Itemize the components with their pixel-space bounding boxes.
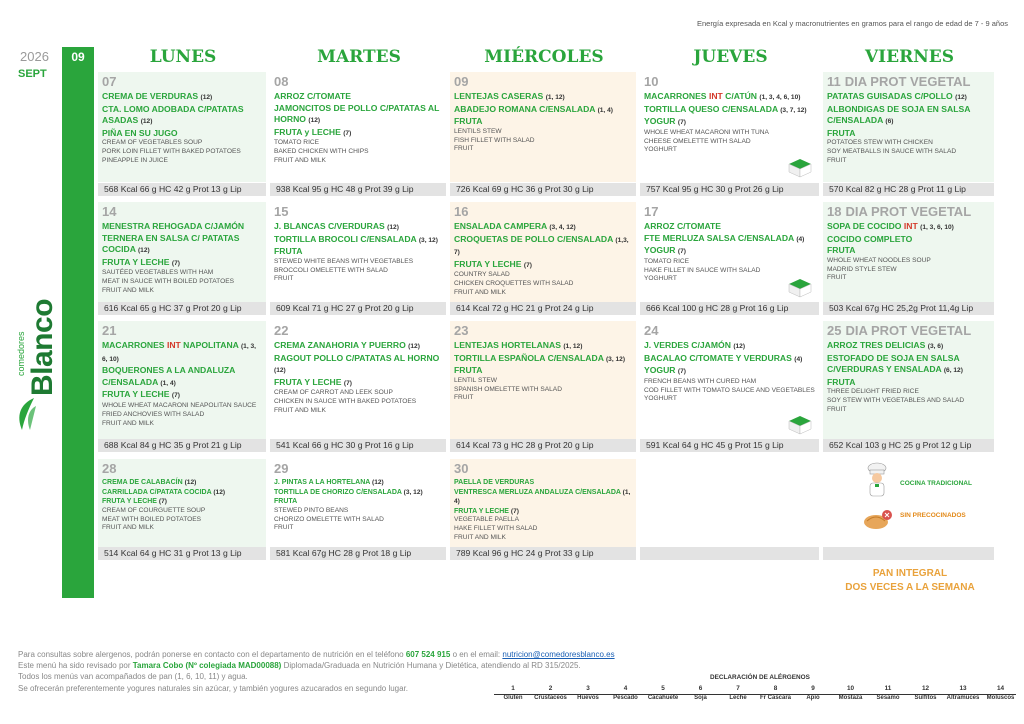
dish-3: FRUTA xyxy=(827,376,856,387)
dish-translation: FRUIT xyxy=(827,405,847,413)
allergen-codes: (6, 12) xyxy=(943,367,963,375)
logo-small-text: comedores xyxy=(16,331,26,376)
dish-3: FRUTA xyxy=(827,127,856,138)
side-green-bar xyxy=(62,67,94,598)
dish-translation: CHICKEN IN SAUCE WITH BAKED POTATOES xyxy=(274,398,417,406)
dish-translation: FRUIT xyxy=(454,394,474,402)
dish-1: PATATAS GUISADAS C/POLLO (12) xyxy=(827,91,967,101)
nutrition-summary: 541 Kcal 66 g HC 30 g Prot 16 g Lip xyxy=(270,439,446,452)
logo-wordmark xyxy=(16,299,60,396)
allergen-codes: (1, 3, 6, 10) xyxy=(920,224,954,231)
day-number: 11 DIA PROT VEGETAL xyxy=(827,74,971,89)
dish-translation: TOMATO RICE xyxy=(274,139,320,147)
dish-translation: MEAT WITH BOILED POTATOES xyxy=(102,515,202,523)
dish-translation: HAKE FILLET WITH SALAD xyxy=(454,525,538,533)
dish-3: FRUTA xyxy=(274,246,303,257)
dish-1: ENSALADA CAMPERA (3, 4, 12) xyxy=(454,221,576,231)
dish-2: CROQUETAS DE POLLO C/ENSALADA (1,3, 7) xyxy=(454,233,629,257)
allergen-number: 1 xyxy=(511,685,515,692)
dish-translation: SOY STEW WITH VEGETABLES AND SALAD xyxy=(827,397,965,405)
dish-translation: YOGHURT xyxy=(644,275,677,283)
allergen-name: Cacahuete xyxy=(647,695,679,701)
yogurt-box-icon xyxy=(787,276,813,298)
dish-2: ABADEJO ROMANA C/ENSALADA (1, 4) xyxy=(454,103,613,114)
nutrition-summary: 652 Kcal 103 g HC 25 g Prot 12 g Lip xyxy=(823,439,994,452)
day-number: 08 xyxy=(274,74,289,89)
phone-number[interactable]: 607 524 915 xyxy=(405,650,451,659)
protein-day-label: DIA PROT VEGETAL xyxy=(845,323,972,338)
day-number: 17 xyxy=(644,204,659,219)
allergen-codes: (12) xyxy=(308,117,321,125)
day-cell-09 xyxy=(450,72,636,182)
allergen-codes: (12) xyxy=(372,479,384,486)
day-header-5: VIERNES xyxy=(864,47,954,67)
allergen-name: Pescado xyxy=(613,695,638,701)
day-cell-14 xyxy=(98,202,266,302)
dish-translation: CREAM OF CARROT AND LEEK SOUP xyxy=(274,389,393,397)
dish-translation: FRUIT AND MILK xyxy=(102,524,154,532)
month-number: 09 xyxy=(62,47,94,67)
day-number: 23 xyxy=(454,323,469,338)
integral-marker: INT xyxy=(903,221,918,231)
dish-translation: POTATOES STEW WITH CHICKEN xyxy=(827,139,933,147)
dish-3: YOGUR (7) xyxy=(644,116,686,127)
logo-big-text: Blanco xyxy=(26,298,59,396)
dish-2: TERNERA EN SALSA C/ PATATAS COCIDA (12) xyxy=(102,232,240,255)
pan-integral-note xyxy=(826,567,994,595)
dish-2: TORTILLA QUESO C/ENSALADA (3, 7, 12) xyxy=(644,103,807,114)
day-header-4: JUEVES xyxy=(693,47,768,67)
allergen-name: Crustaceos xyxy=(534,695,567,701)
day-cell-18 xyxy=(823,202,994,302)
dish-1: MACARRONES INT C/ATÚN (1, 3, 4, 6, 10) xyxy=(644,91,801,101)
allergen-codes: (7) xyxy=(677,119,686,127)
day-cell-28 xyxy=(98,459,266,547)
allergen-codes: (12) xyxy=(408,343,420,350)
allergen-number: 5 xyxy=(661,685,665,692)
nutrition-summary: 938 Kcal 95 g HC 48 g Prot 39 g Lip xyxy=(270,183,446,196)
dish-translation: FRUIT xyxy=(274,524,294,532)
dish-2: COCIDO COMPLETO xyxy=(827,233,913,244)
footer-line-1: Para consultas sobre alergenos, podrán ponerse en contacto con el departamento de nutrición en el teléfono 607 524 915 o en el email: nutricion@comedoresblanco.es xyxy=(18,650,615,659)
allergen-number: 6 xyxy=(698,685,703,692)
dish-translation: YOGHURT xyxy=(644,395,677,403)
dish-2: VENTRESCA MERLUZA ANDALUZA C/ENSALADA (1, 4) xyxy=(454,488,631,506)
dish-1: J. BLANCAS C/VERDURAS (12) xyxy=(274,221,399,231)
yogurt-box-icon xyxy=(787,156,813,178)
day-cell-15 xyxy=(270,202,446,302)
allergen-name: Sulfitos xyxy=(914,695,937,701)
dish-translation: SOY MEATBALLS IN SAUCE WITH SALAD xyxy=(827,148,957,156)
allergen-codes: (12) xyxy=(387,224,399,231)
allergen-codes: (1, 4) xyxy=(454,488,631,506)
chef-icon xyxy=(863,462,891,498)
dish-3: FRUTA Y LECHE (7) xyxy=(274,376,352,387)
dish-1: CREMA DE CALABACÍN (12) xyxy=(102,479,197,486)
dish-2: BACALAO C/TOMATE Y VERDURAS (4) xyxy=(644,352,803,363)
dish-translation: SAUTÉED VEGETABLES WITH HAM xyxy=(102,269,214,277)
dish-translation: SPANISH OMELETTE WITH SALAD xyxy=(454,385,562,393)
month-name: SEPT xyxy=(18,68,47,80)
dish-2: RAGOUT POLLO C/PATATAS AL HORNO (12) xyxy=(274,352,440,375)
dish-translation: HAKE FILLET IN SAUCE WITH SALAD xyxy=(644,266,761,274)
legend-cocina-tradicional: COCINA TRADICIONAL xyxy=(900,480,972,487)
day-cell-22 xyxy=(270,321,446,439)
pan-line-2: DOS VECES A LA SEMANA xyxy=(845,582,975,593)
dish-2: CTA. LOMO ADOBADA C/PATATAS ASADAS (12) xyxy=(102,103,244,126)
dish-translation: PINEAPPLE IN JUICE xyxy=(102,156,168,164)
day-header-3: MIÉRCOLES xyxy=(484,47,604,67)
email-link[interactable]: nutricion@comedoresblanco.es xyxy=(502,650,615,659)
dish-2: ESTOFADO DE SOJA EN SALSA C/VERDURAS Y ENSALADA (6, 12) xyxy=(827,352,963,375)
allergen-codes: (3, 12) xyxy=(418,236,438,244)
dish-3: FRUTA xyxy=(454,116,483,127)
yogurt-box-icon xyxy=(787,413,813,435)
dish-translation: STEWED PINTO BEANS xyxy=(274,506,349,514)
day-cell-08 xyxy=(270,72,446,182)
dish-2: TORTILLA BROCOLI C/ENSALADA (3, 12) xyxy=(274,233,438,244)
allergen-name: Altramuces xyxy=(946,695,980,701)
leaf-icon xyxy=(14,396,38,434)
allergen-codes: (7) xyxy=(510,507,519,515)
allergen-number: 14 xyxy=(996,685,1005,692)
reviewer-name: Tamara Cobo (Nº colegiada MAD00088) xyxy=(132,661,282,671)
dish-translation: FRUIT AND MILK xyxy=(454,288,506,296)
day-cell-29 xyxy=(270,459,446,547)
allergen-codes: (12) xyxy=(274,367,286,375)
allergen-codes: (12) xyxy=(137,247,150,255)
allergen-codes: (1,3, 7) xyxy=(454,236,629,257)
dish-2: TORTILLA ESPAÑOLA C/ENSALADA (3, 12) xyxy=(454,352,626,363)
allergen-codes: (3, 6) xyxy=(927,343,944,350)
allergen-codes: (3, 12) xyxy=(403,488,423,496)
day-number: 25 DIA PROT VEGETAL xyxy=(827,323,972,338)
dish-2: JAMONCITOS DE POLLO C/PATATAS AL HORNO (12) xyxy=(274,102,440,125)
dish-3: FRUTA xyxy=(454,365,483,376)
protein-day-label: DIA PROT VEGETAL xyxy=(845,204,972,219)
day-number: 09 xyxy=(454,74,469,89)
day-cell-30 xyxy=(450,459,636,547)
allergen-title: DECLARACIÓN DE ALÉRGENOS xyxy=(710,674,810,681)
day-number: 18 DIA PROT VEGETAL xyxy=(827,204,972,219)
allergen-codes: (1, 12) xyxy=(563,343,583,350)
allergen-name: Sésamo xyxy=(876,695,900,701)
dish-2: BOQUERONES A LA ANDALUZA C/ENSALADA (1, 4) xyxy=(102,365,236,387)
day-number: 29 xyxy=(274,461,289,476)
allergen-number: 9 xyxy=(811,685,815,692)
nutrition-summary: 616 Kcal 65 g HC 37 g Prot 20 g Lip xyxy=(98,302,266,315)
allergen-codes: (12) xyxy=(184,479,197,486)
allergen-number: 4 xyxy=(623,685,628,692)
dish-1: ARROZ C/TOMATE xyxy=(644,221,722,231)
dish-translation: CHORIZO OMELETTE WITH SALAD xyxy=(274,515,384,523)
allergen-name: Soja xyxy=(694,695,707,701)
dish-3: YOGUR (7) xyxy=(644,245,686,256)
allergen-name: Leche xyxy=(729,695,747,701)
allergen-number: 2 xyxy=(548,685,553,692)
pastry-icon xyxy=(863,509,893,531)
integral-marker: INT xyxy=(708,91,723,101)
allergen-codes: (1, 3, 6, 10) xyxy=(102,343,256,363)
nutrition-summary: 581 Kcal 67g HC 28 g Prot 18 g Lip xyxy=(270,547,446,560)
year-label: 2026 xyxy=(20,49,49,64)
day-number: 22 xyxy=(274,323,289,338)
footer-line-4: Se ofrecerán preferentemente yogures naturales sin azúcar, y también yogures azucarados en segundo lugar. xyxy=(18,683,409,693)
day-number: 14 xyxy=(102,204,117,219)
allergen-number: 12 xyxy=(921,685,930,692)
day-cell-24 xyxy=(640,321,819,439)
dish-translation: BROCCOLI OMELETTE WITH SALAD xyxy=(274,266,388,274)
dish-translation: FRUIT AND MILK xyxy=(274,406,326,414)
dish-3: FRUTA Y LECHE (7) xyxy=(454,507,519,515)
allergen-codes: (1, 4) xyxy=(160,379,176,387)
dish-2: TORTILLA DE CHORIZO C/ENSALADA (3, 12) xyxy=(274,488,423,496)
allergen-name: Gluten xyxy=(503,695,523,701)
day-cell-11 xyxy=(823,72,994,182)
protein-day-label: DIA PROT VEGETAL xyxy=(844,74,971,89)
allergen-codes: (12) xyxy=(200,94,213,101)
day-number: 15 xyxy=(274,204,289,219)
day-number: 21 xyxy=(102,323,117,338)
allergen-codes: (12) xyxy=(733,343,746,350)
allergen-codes: (12) xyxy=(140,118,153,126)
dish-3: FRUTA Y LECHE (7) xyxy=(102,256,180,267)
pan-line-1: PAN INTEGRAL xyxy=(872,568,948,579)
allergen-codes: (6) xyxy=(885,118,894,126)
allergen-number: 11 xyxy=(884,685,892,692)
dish-translation: FRUIT AND MILK xyxy=(274,156,326,164)
allergen-codes: (4) xyxy=(794,355,803,363)
dish-1: J. PINTAS A LA HORTELANA (12) xyxy=(274,479,384,486)
dish-translation: COD FILLET WITH TOMATO SAUCE AND VEGETABLES xyxy=(644,386,815,394)
nutrition-summary: 514 Kcal 64 g HC 31 g Prot 13 g Lip xyxy=(98,547,266,560)
dish-translation: PORK LOIN FILLET WITH BAKED POTATOES xyxy=(102,148,241,156)
dish-translation: FRUIT xyxy=(827,156,847,164)
dish-3: PIÑA EN SU JUGO xyxy=(102,127,178,138)
day-number: 10 xyxy=(644,74,659,89)
allergen-number: 7 xyxy=(736,685,740,692)
allergen-number: 13 xyxy=(959,685,967,692)
allergen-codes: (7) xyxy=(523,261,532,269)
allergen-number: 10 xyxy=(846,685,855,692)
dish-translation: VEGETABLE PAELLA xyxy=(454,516,519,524)
dish-translation: CREAM OF VEGETABLES SOUP xyxy=(102,139,203,147)
day-number: 24 xyxy=(644,323,659,338)
dish-translation: MEAT IN SAUCE WITH BOILED POTATOES xyxy=(102,278,235,286)
dish-3: FRUTA xyxy=(274,498,298,506)
allergen-codes: (1, 3, 4, 6, 10) xyxy=(759,94,801,101)
empty-summary-bar xyxy=(640,547,819,560)
allergen-codes: (7) xyxy=(158,498,167,506)
dish-translation: BAKED CHICKEN WITH CHIPS xyxy=(274,148,369,156)
allergen-name: Fr Cascara xyxy=(759,695,792,701)
footer-line-3: Todos los menús van acompañados de pan (1, 6, 10, 11) y agua. xyxy=(18,672,248,682)
comedores-blanco-logo xyxy=(12,296,59,436)
dish-1: PAELLA DE VERDURAS xyxy=(454,479,535,486)
allergen-codes: (3, 12) xyxy=(605,355,626,363)
dish-1: MACARRONES INT NAPOLITANA (1, 3, 6, 10) xyxy=(102,340,256,363)
dish-translation: FRUIT xyxy=(454,145,474,153)
age-range-note: Energía expresada en Kcal y macronutrientes en gramos para el rango de edad de 7 - 9 años xyxy=(696,19,1008,28)
allergen-codes: (7) xyxy=(171,259,180,267)
dish-1: CREMA ZANAHORIA Y PUERRO (12) xyxy=(274,340,420,350)
day-cell-21 xyxy=(98,321,266,439)
allergen-codes: (1, 4) xyxy=(597,106,613,114)
dish-translation: LENTILS STEW xyxy=(454,127,502,135)
nutrition-summary: 614 Kcal 73 g HC 28 g Prot 20 g Lip xyxy=(450,439,636,452)
dish-3: FRUTA xyxy=(827,245,856,256)
integral-marker: INT xyxy=(166,340,181,350)
dish-translation: FRUIT xyxy=(827,274,847,282)
dish-translation: LENTIL STEW xyxy=(454,376,497,384)
dish-translation: FRUIT AND MILK xyxy=(454,533,506,541)
dish-1: J. VERDES C/JAMÓN (12) xyxy=(644,340,746,350)
dish-translation: WHOLE WHEAT NOODLES SOUP xyxy=(827,256,931,264)
dish-3: YOGUR (7) xyxy=(644,365,686,376)
nutrition-summary: 503 Kcal 67g HC 25,2g Prot 11,4g Lip xyxy=(823,302,994,315)
day-number: 07 xyxy=(102,74,117,89)
day-cell-17 xyxy=(640,202,819,302)
dish-translation: FISH FILLET WITH SALAD xyxy=(454,136,535,144)
nutrition-summary: 789 Kcal 96 g HC 24 g Prot 33 g Lip xyxy=(450,547,636,560)
dish-translation: COUNTRY SALAD xyxy=(454,271,510,279)
dish-1: SOPA DE COCIDO INT (1, 3, 6, 10) xyxy=(827,221,954,231)
dish-translation: CREAM OF COURGUETTE SOUP xyxy=(102,506,206,514)
day-cell-16 xyxy=(450,202,636,302)
dish-translation: MADRID STYLE STEW xyxy=(827,265,897,273)
dish-translation: TOMATO RICE xyxy=(644,257,690,265)
dish-translation: WHOLE WHEAT MACARONI WITH TUNA xyxy=(644,128,769,136)
allergen-name: Mostaza xyxy=(838,695,863,701)
dish-2: FTE MERLUZA SALSA C/ENSALADA (4) xyxy=(644,232,805,243)
dish-1: ARROZ C/TOMATE xyxy=(274,91,352,101)
dish-translation: FRENCH BEANS WITH CURED HAM xyxy=(644,377,757,385)
dish-1: MENESTRA REHOGADA C/JAMÓN xyxy=(102,221,245,231)
day-cell-10 xyxy=(640,72,819,182)
day-number: 28 xyxy=(102,461,117,476)
day-cell-07 xyxy=(98,72,266,182)
allergen-codes: (7) xyxy=(171,392,180,400)
nutrition-summary: 726 Kcal 69 g HC 36 g Prot 30 g Lip xyxy=(450,183,636,196)
dish-translation: FRUIT xyxy=(274,275,294,283)
day-header-1: LUNES xyxy=(149,47,217,67)
allergen-codes: (7) xyxy=(677,248,686,256)
empty-summary-bar xyxy=(823,547,994,560)
nutrition-summary: 757 Kcal 95 g HC 30 g Prot 26 g Lip xyxy=(640,183,819,196)
allergen-name: Apio xyxy=(806,695,820,701)
allergen-codes: (1, 12) xyxy=(545,94,565,101)
dish-1: LENTEJAS CASERAS (1, 12) xyxy=(454,91,565,101)
nutrition-summary: 570 Kcal 82 g HC 28 g Prot 11 g Lip xyxy=(823,183,994,196)
day-number: 30 xyxy=(454,461,469,476)
dish-3: FRUTA y LECHE (7) xyxy=(274,126,352,137)
allergen-codes: (12) xyxy=(213,488,226,496)
dish-3: FRUTA Y LECHE (7) xyxy=(102,498,167,506)
dish-translation: CHICKEN CROQUETTES WITH SALAD xyxy=(454,280,574,288)
day-number: 16 xyxy=(454,204,469,219)
nutrition-summary: 609 Kcal 71 g HC 27 g Prot 20 g Lip xyxy=(270,302,446,315)
nutrition-summary: 568 Kcal 66 g HC 42 g Prot 13 g Lip xyxy=(98,183,266,196)
dish-translation: FRIED ANCHOVIES WITH SALAD xyxy=(102,410,205,418)
allergen-codes: (7) xyxy=(343,129,352,137)
day-cell-25 xyxy=(823,321,994,439)
allergen-codes: (4) xyxy=(796,235,805,243)
day-header-2: MARTES xyxy=(317,47,401,67)
nutrition-summary: 614 Kcal 72 g HC 21 g Prot 24 g Lip xyxy=(450,302,636,315)
allergen-name: Huevos xyxy=(577,695,599,701)
dish-translation: STEWED WHITE BEANS WITH VEGETABLES xyxy=(274,257,414,265)
dish-3: FRUTA Y LECHE (7) xyxy=(102,389,180,400)
dish-1: ARROZ TRES DELICIAS (3, 6) xyxy=(827,340,944,350)
allergen-number: 8 xyxy=(773,685,778,692)
dish-translation: FRUIT AND MILK xyxy=(102,419,154,427)
dish-2: CARRILLADA C/PATATA COCIDA (12) xyxy=(102,488,226,496)
allergen-codes: (3, 4, 12) xyxy=(549,224,576,231)
nutrition-summary: 688 Kcal 84 g HC 35 g Prot 21 g Lip xyxy=(98,439,266,452)
dish-translation: YOGHURT xyxy=(644,146,677,154)
allergen-codes: (7) xyxy=(677,368,686,376)
allergen-number: 3 xyxy=(586,685,590,692)
allergen-name: Moluscos xyxy=(986,695,1015,701)
nutrition-summary: 666 Kcal 100 g HC 28 g Prot 16 g Lip xyxy=(640,302,819,315)
dish-1: LENTEJAS HORTELANAS (1, 12) xyxy=(454,340,583,350)
day-cell-23 xyxy=(450,321,636,439)
dish-1: CREMA DE VERDURAS (12) xyxy=(102,91,213,101)
allergen-codes: (12) xyxy=(955,94,967,101)
legend-sin-precocinados: SIN PRECOCINADOS xyxy=(900,512,966,519)
allergen-codes: (3, 7, 12) xyxy=(780,106,807,114)
dish-3: FRUTA Y LECHE (7) xyxy=(454,258,532,269)
footer-line-2: Este menú ha sido revisado por Tamara Cobo (Nº colegiada MAD00088) Diplomada/Graduada en Nutrición Humana y Dietética, atendiendo al RD 315/2025. xyxy=(18,661,581,671)
dish-translation: WHOLE WHEAT MACARONI NEAPOLITAN SAUCE xyxy=(102,401,257,409)
dish-translation: CHEESE OMELETTE WITH SALAD xyxy=(644,137,751,145)
allergen-codes: (7) xyxy=(343,379,352,387)
dish-translation: THREE DELIGHT FRIED RICE xyxy=(827,388,919,396)
nutrition-summary: 591 Kcal 64 g HC 45 g Prot 15 g Lip xyxy=(640,439,819,452)
dish-translation: FRUIT AND MILK xyxy=(102,286,154,294)
dish-2: ALBONDIGAS DE SOJA EN SALSA C/ENSALADA (6) xyxy=(827,103,971,126)
